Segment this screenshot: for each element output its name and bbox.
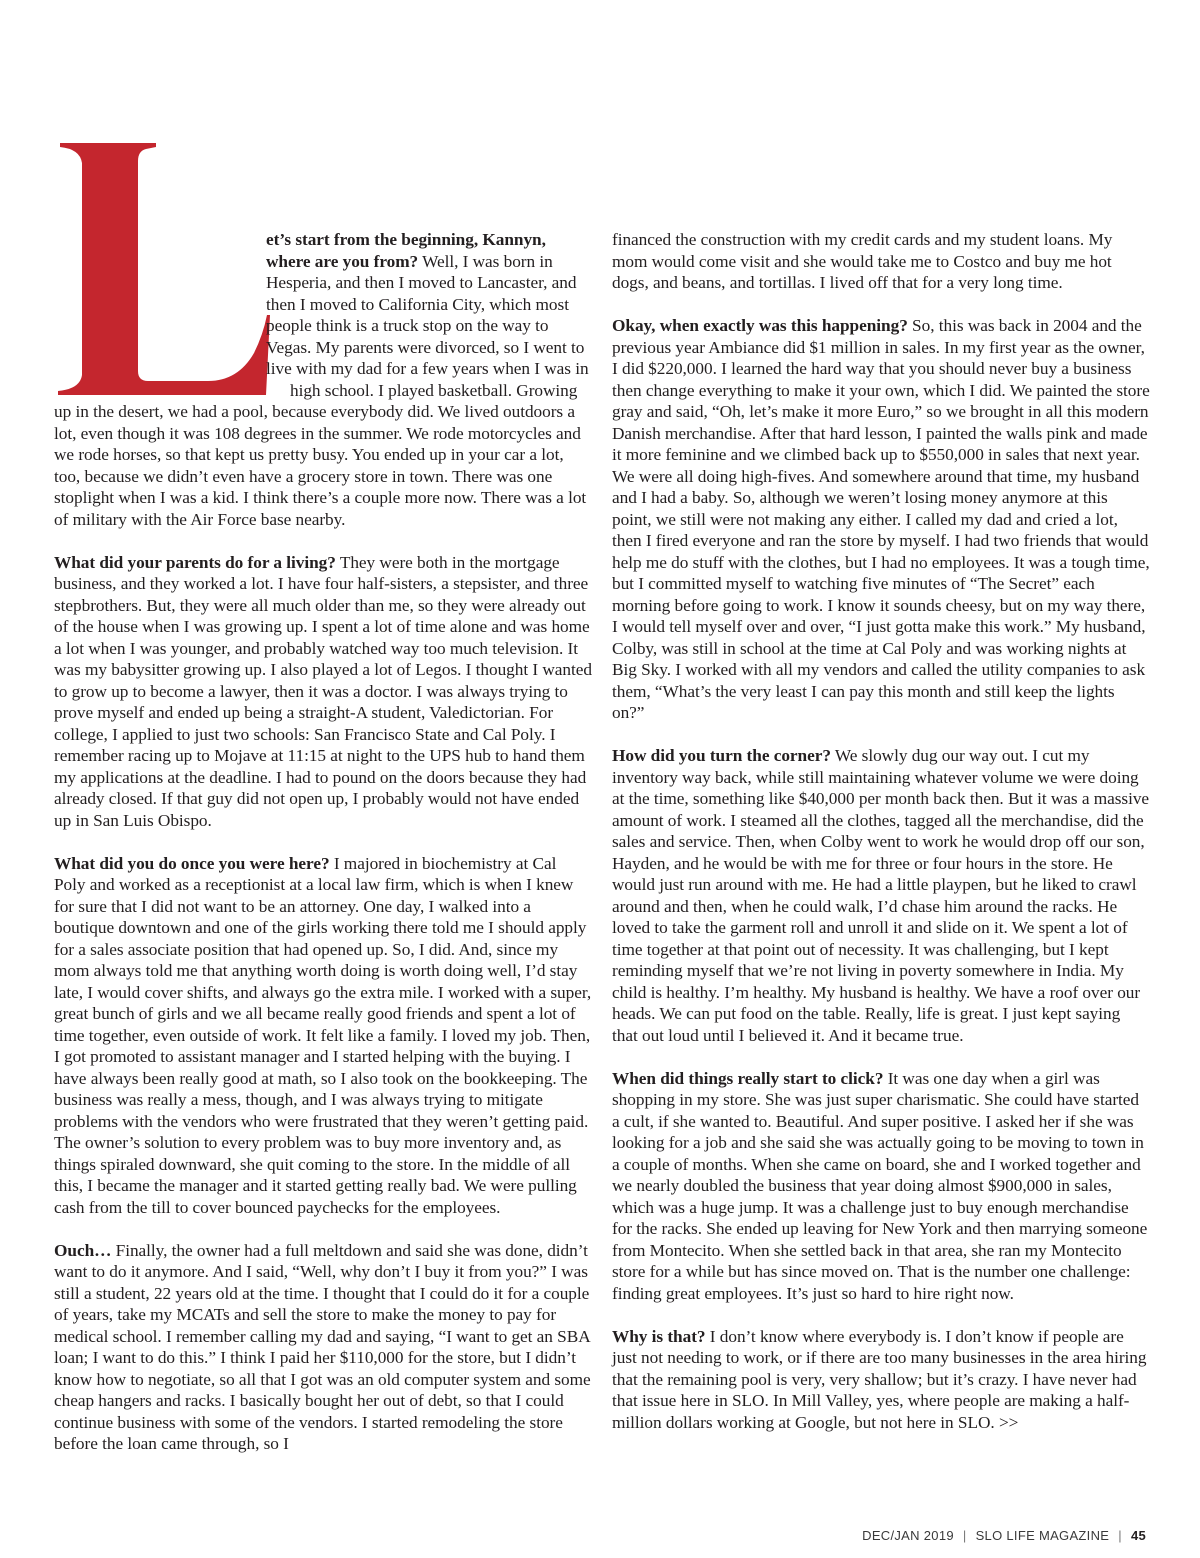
question: Okay, when exactly was this happening? <box>612 316 908 335</box>
paragraph <box>612 745 1150 1046</box>
question: et’s start from the beginning, Kannyn, where are you from? <box>266 230 546 271</box>
paragraph <box>54 853 592 1219</box>
question: Ouch… <box>54 1240 112 1260</box>
answer: They were both in the mortgage business, and they worked a lot. I have four half-sisters, a stepsister, and three stepbrothers. But, they were all much older than me, so they were already out of the house when I was growing up. I spent a lot of time alone and was home a lot when I was younger, and probably watched way too much television. It was my babysitter growing up. I also played a lot of Legos. I thought I wanted to grow up to become a lawyer, then it was a doctor. I was always trying to prove myself and ended up being a straight-A student, Valedictorian. For college, I applied to just two schools: San Francisco State and Cal Poly. I remember racing up to Mojave at 11:15 at night to the UPS hub to hand them my applications at the deadline. I had to pound on the doors because they had already closed. If that guy did not open up, I probably would not have ended up in San Luis Obispo. <box>54 552 592 830</box>
left-column <box>54 229 592 1476</box>
dropcap-spacer-mid <box>54 293 278 315</box>
answer: I don’t know where everybody is. I don’t know if people are just not needing to work, or if there are too many businesses in the area hiring that the remaining pool is very, very shallow; but it’s crazy. I have never had that issue here in SLO. In Mill Valley, yes, where people are making a half-million dollars working at Google, but not here in SLO. <box>612 1326 1147 1432</box>
question: How did you turn the corner? <box>612 746 831 765</box>
footer-separator: | <box>1118 1528 1122 1543</box>
page-footer <box>862 1528 1146 1543</box>
page-number: 45 <box>1130 1528 1146 1543</box>
continued-marker: >> <box>998 1412 1019 1432</box>
answer: financed the construction with my credit cards and my student loans. My mom would come visit and she would take me to Costco and buy me hot dogs, and beans, and tortillas. I lived off that for a very long time. <box>612 230 1113 292</box>
footer-separator: | <box>962 1528 967 1543</box>
question: What did you do once you were here? <box>54 853 330 873</box>
paragraph <box>612 1326 1150 1434</box>
answer: Well, I was born in Hesperia, and then I moved to Lancaster, and then I moved to California City, which most people think is a truck stop on the way to Vegas. My parents were divorced, so I went to live with my dad for a few years when I was in high school. I played basketball. Growing up in the desert, we had a pool, because everybody did. We lived outdoors a lot, even though it was 108 degrees in the summer. We rode motorcycles and we rode horses, so that kept us pretty busy. You ended up in your car a lot, too, because we didn’t even have a grocery store in town. There was one stoplight when I was a kid. I think there’s a couple more now. There was a lot of military with the Air Force base nearby. <box>54 251 589 529</box>
answer: So, this was back in 2004 and the previous year Ambiance did $1 million in sales. In my first year as the owner, I did $220,000. I learned the hard way that you should never buy a business then change everything to make it your own, which I did. We painted the store gray and said, “Oh, let’s make it more Euro,” so we brought in all this modern Danish merchandise. After that hard lesson, I painted the walls pink and made it more feminine and we climbed back up to $550,000 in sales that next year. We were all doing high-fives. And somewhere around that time, my husband and I had a baby. So, although we weren’t losing money anymore at this point, we still were not making any either. I called my dad and cried a lot, then I fired everyone and ran the store by myself. I had two friends that would help me do stuff with the clothes, but I had no employees. It was a tough time, but I committed myself to watching five minutes of “The Secret” each morning before going to work. I know it sounds cheesy, but on my way there, I would tell myself over and over, “I just gotta make this work.” My husband, Colby, was still in school at the time at Cal Poly and was working nights at Big Sky. I worked with all my vendors and called the utility companies to ask them, “What’s the very least I can pay this month and still keep the lights on?” <box>612 316 1150 722</box>
question: Why is that? <box>612 1326 706 1346</box>
magazine-name: SLO LIFE MAGAZINE <box>975 1528 1110 1543</box>
paragraph <box>612 229 1150 294</box>
answer: Finally, the owner had a full meltdown and said she was done, didn’t want to do it anymore. And I said, “Well, why don’t I buy it from you?” I was still a student, 22 years old at the time. I thought that I could do it for a couple of years, take my MCATs and sell the store to make the money to pay for medical school. I remember calling my dad and saying, “I want to get an SBA loan; I want to do this.” I think I paid her $110,000 for the store, but I didn’t know how to negotiate, so all that I got was an old computer system and some cheap hangers and racks. I basically bought her out of debt, so that I could continue business with some of the vendors. I started remodeling the store before the loan came through, so I <box>54 1240 591 1453</box>
dropcap-spacer-bottom <box>54 315 290 401</box>
paragraph <box>54 552 592 832</box>
issue-date: DEC/JAN 2019 <box>862 1528 954 1543</box>
paragraph <box>612 1068 1150 1305</box>
right-column <box>612 229 1150 1455</box>
dropcap-spacer-top <box>54 229 266 293</box>
answer: We slowly dug our way out. I cut my inventory way back, while still maintaining whatever volume we were doing at the time, something like $40,000 per month back then. But it was a massive amount of work. I steamed all the clothes, tagged all the merchandise, did the sales and service. Then, when Colby went to work he would drop off our son, Hayden, and he would be with me for three or four hours in the store. He would just run around with me. He had a little playpen, but he liked to crawl around and then, when he could walk, I’d chase him around the racks. He loved to take the garment roll and unroll it and slide on it. We spent a lot of time together at that point out of necessity. It was challenging, but I kept reminding myself that we’re not living in poverty somewhere in India. My child is healthy. I’m healthy. My husband is healthy. We have a roof over our heads. We can put food on the table. Really, life is great. I just kept saying that out loud until I believed it. And it became true. <box>612 746 1150 1045</box>
paragraph <box>54 1240 592 1455</box>
question: When did things really start to click? <box>612 1068 884 1088</box>
answer: I majored in biochemistry at Cal Poly and worked as a receptionist at a local law firm, which is when I knew for sure that I did not want to be an attorney. One day, I walked into a boutique downtown and one of the girls working there told me I should apply for a sales associate position that had opened up. So, I did. And, since my mom always told me that anything worth doing is worth doing well, I’d stay late, I would cover shifts, and always go the extra mile. I worked with a super, great bunch of girls and we all became really good friends and spent a lot of time together, even outside of work. It felt like a family. I loved my job. Then, I got promoted to assistant manager and I started helping with the buying. I have always been really good at math, so I also took on the bookkeeping. The business was really a mess, though, and I was always trying to mitigate problems with the vendors who were frustrated that they weren’t getting paid. The owner’s solution to every problem was to buy more inventory and, as things spiraled downward, she quit coming to the store. In the middle of all this, I became the manager and it started getting really bad. We were pulling cash from the till to cover bounced paychecks for the employees. <box>54 853 592 1217</box>
answer: It was one day when a girl was shopping in my store. She was just super charismatic. She could have started a cult, if she wanted to. Beautiful. And super positive. I asked her if she was looking for a job and she said she was actually going to be moving to town in a couple of months. When she came on board, she and I worked together and we nearly doubled the business that year doing almost $900,000 in sales, which was a huge jump. It was a challenge just to buy enough merchandise for the racks. She ended up leaving for New York and then marrying someone from Montecito. When she settled back in that area, she ran my Montecito store for a while but has since moved on. That is the number one challenge: finding great employees. It’s just so hard to hire right now. <box>612 1068 1148 1303</box>
paragraph <box>612 315 1150 724</box>
question: What did your parents do for a living? <box>54 552 336 572</box>
